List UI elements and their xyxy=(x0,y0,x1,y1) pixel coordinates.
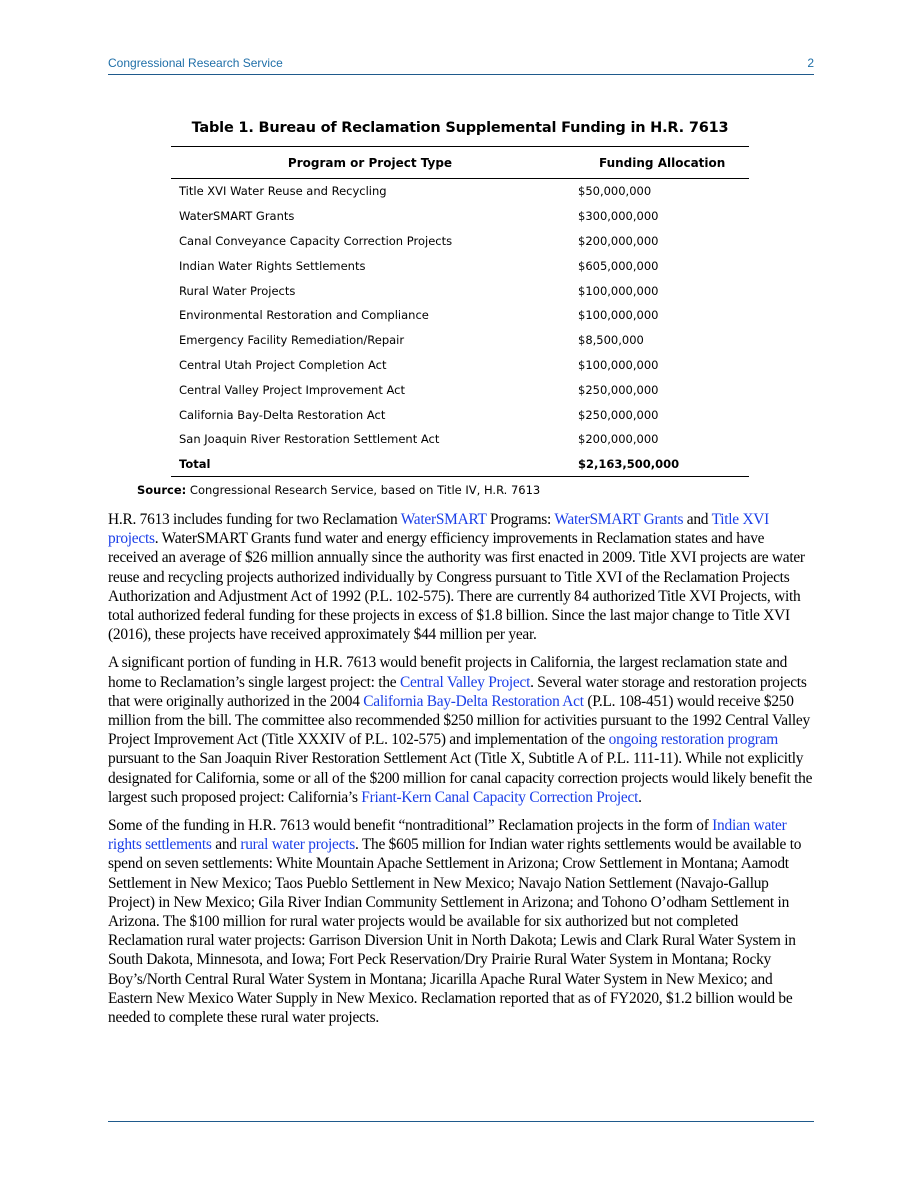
funding-cell: $200,000,000 xyxy=(578,233,659,248)
table-row xyxy=(171,253,749,278)
link-indian-water-rights-settlements[interactable]: Indian water rights settlements xyxy=(108,817,787,854)
source-label: Source: xyxy=(137,483,187,497)
program-cell: Emergency Facility Remediation/Repair xyxy=(179,333,405,348)
link-watersmart[interactable]: WaterSMART xyxy=(400,511,487,528)
funding-cell: $250,000,000 xyxy=(578,382,659,397)
text-run: pursuant to the San Joaquin River Restoration Settlement Act (Title X, Subtitle A of P.L. 111-11). While not explicitly designated for California, some or all of the $200 million for canal capacity correction projects would likely benefit the largest such proposed project: California’s xyxy=(108,750,813,806)
table-source-note xyxy=(137,483,540,497)
program-cell: Rural Water Projects xyxy=(179,283,296,298)
program-cell: WaterSMART Grants xyxy=(179,209,295,224)
funding-cell: $200,000,000 xyxy=(578,432,659,447)
table-row xyxy=(171,328,749,353)
body-text xyxy=(108,510,814,1036)
table-row xyxy=(171,204,749,229)
text-run: . Several water storage and restoration projects that were originally authorized in the 2004 xyxy=(108,673,807,710)
total-value: $2,163,500,000 xyxy=(569,452,749,477)
funding-cell: $300,000,000 xyxy=(578,209,659,224)
table-header-row xyxy=(171,147,749,179)
text-run: A significant portion of funding in H.R. 7613 would benefit projects in California, the largest reclamation state and home to Reclamation’s single largest project: the xyxy=(108,654,788,691)
table-title: Table 1. Bureau of Reclamation Supplemental Funding in H.R. 7613 xyxy=(191,120,729,136)
header-org: Congressional Research Service xyxy=(108,56,283,70)
funding-table xyxy=(171,146,749,477)
link-rural-water-projects[interactable]: rural water projects xyxy=(240,836,355,854)
program-cell: Indian Water Rights Settlements xyxy=(179,258,366,273)
funding-cell: $250,000,000 xyxy=(578,407,659,422)
program-cell: California Bay-Delta Restoration Act xyxy=(179,407,386,422)
program-cell: Central Valley Project Improvement Act xyxy=(179,382,405,397)
text-run: (P.L. 108-451) would receive $250 million from the bill. The committee also recommended $250 million for activities pursuant to the 1992 Central Valley Project Improvement Act (Title XXXIV of P.L. 102-575) and implementation of the xyxy=(108,692,810,749)
paragraph xyxy=(108,653,814,807)
table-row xyxy=(171,278,749,303)
table-row xyxy=(171,353,749,378)
page-number: 2 xyxy=(807,56,814,70)
link-ongoing-restoration-program[interactable]: ongoing restoration program xyxy=(608,731,778,749)
paragraph xyxy=(108,510,814,644)
link-central-valley-project[interactable]: Central Valley Project xyxy=(399,673,531,691)
text-run: . xyxy=(638,788,642,806)
text-run: and xyxy=(683,511,712,528)
text-run: Some of the funding in H.R. 7613 would benefit “nontraditional” Reclamation projects in the form of xyxy=(108,817,713,835)
table-row xyxy=(171,303,749,328)
table-row xyxy=(171,229,749,254)
program-cell: Central Utah Project Completion Act xyxy=(179,357,387,372)
paragraph xyxy=(108,816,814,1027)
funding-cell: $50,000,000 xyxy=(578,184,652,199)
footer-rule xyxy=(108,1121,814,1122)
source-text: Congressional Research Service, based on Title IV, H.R. 7613 xyxy=(189,483,541,497)
program-cell: Canal Conveyance Capacity Correction Projects xyxy=(179,233,453,248)
text-run: H.R. 7613 includes funding for two Reclamation xyxy=(108,511,401,528)
funding-cell: $100,000,000 xyxy=(578,308,659,323)
funding-cell: $100,000,000 xyxy=(578,357,659,372)
table-row xyxy=(171,179,749,204)
program-cell: Title XVI Water Reuse and Recycling xyxy=(179,184,387,199)
text-run: . WaterSMART Grants fund water and energy efficiency improvements in Reclamation states and have received an average of $26 million annually since the authority was first enacted in 2009. Title XVI projects are water reuse and recycling projects authorized individually by Congress pursuant to Title XVI of the Reclamation Projects Authorization and Adjustment Act of 1992 (P.L. 102-575). There are currently 84 authorized Title XVI Projects, with total authorized federal funding for these projects in excess of $1.8 billion. Since the last major change to Title XVI (2016), these projects have received approximately $44 million per year. xyxy=(108,530,805,644)
text-run: . The $605 million for Indian water rights settlements would be available to spend on seven settlements: White Mountain Apache Settlement in Arizona; Crow Settlement in Montana; Aamodt Settlement in New Mexico; Taos Pueblo Settlement in New Mexico; Navajo Nation Settlement (Navajo-Gallup Project) in New Mexico; Gila River Indian Community Settlement in Arizona; and Tohono O’odham Settlement in Arizona. The $100 million for rural water projects would be available for six authorized but not completed Reclamation rural water projects: Garrison Diversion Unit in North Dakota; Lewis and Clark Rural Water System in South Dakota, Minnesota, and Iowa; Fort Peck Reservation/Dry Prairie Rural Water System in Montana; Rocky Boy’s/North Central Rural Water System in Montana; Jicarilla Apache Rural Water System in New Mexico; and Eastern New Mexico Water Supply in New Mexico. Reclamation reported that as of FY2020, $1.2 billion would be needed to complete these rural water projects. xyxy=(108,836,802,1027)
link-watersmart-grants[interactable]: WaterSMART Grants xyxy=(554,511,684,528)
link-bay-delta-restoration-act[interactable]: California Bay-Delta Restoration Act xyxy=(363,692,584,710)
column-header: Funding Allocation xyxy=(569,147,749,179)
table-row xyxy=(171,377,749,402)
table-row xyxy=(171,402,749,427)
text-run: and xyxy=(211,836,241,854)
page-header xyxy=(108,56,814,75)
table-total-row xyxy=(171,452,749,477)
link-title-xvi-projects[interactable]: Title XVI projects xyxy=(108,511,770,548)
column-header: Program or Project Type xyxy=(171,147,569,179)
funding-cell: $605,000,000 xyxy=(578,258,659,273)
text-run: Programs: xyxy=(486,511,555,528)
link-friant-kern-canal[interactable]: Friant-Kern Canal Capacity Correction Project xyxy=(361,788,639,806)
funding-cell: $8,500,000 xyxy=(578,333,644,348)
program-cell: San Joaquin River Restoration Settlement Act xyxy=(179,432,440,447)
total-label: Total xyxy=(171,452,569,477)
funding-cell: $100,000,000 xyxy=(578,283,659,298)
program-cell: Environmental Restoration and Compliance xyxy=(179,308,429,323)
table-row xyxy=(171,427,749,452)
